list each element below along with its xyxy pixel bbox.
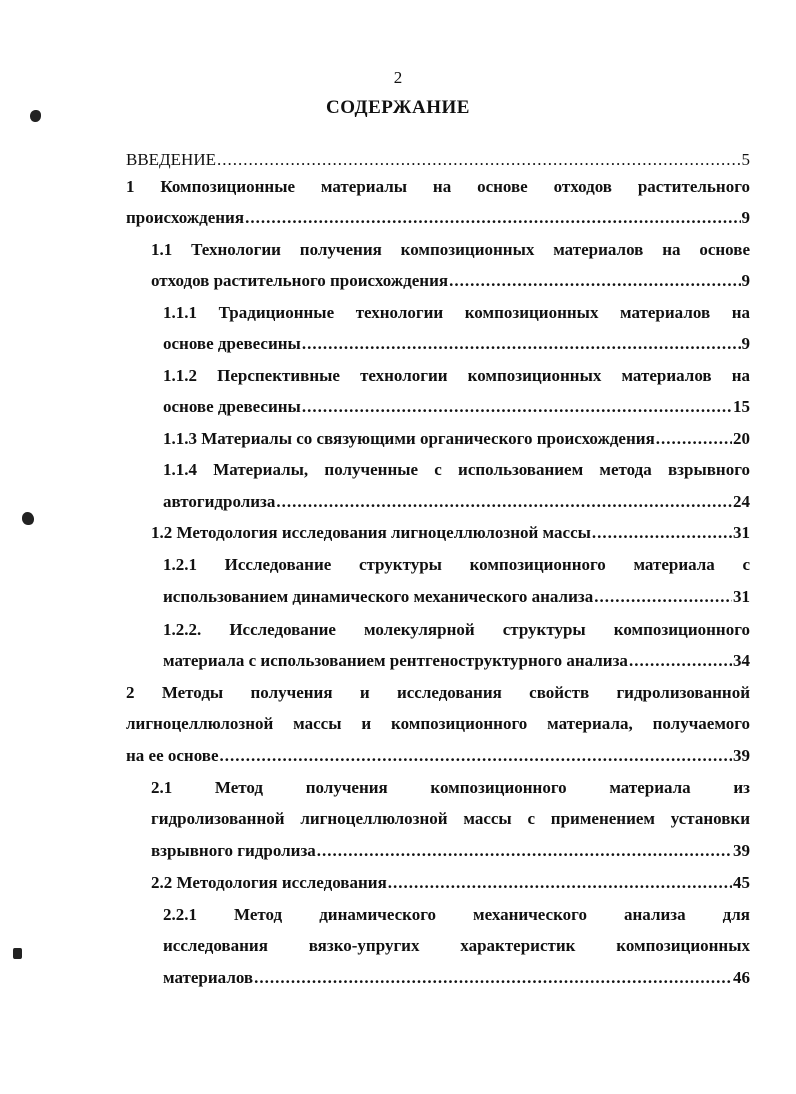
toc-page-number: 9: [741, 208, 750, 227]
toc-entry-s1-1-1-line2[interactable]: [163, 332, 750, 356]
toc-entry-text: 2.2 Методология исследования: [151, 873, 387, 892]
dot-leader: [449, 269, 740, 293]
scan-mark: [22, 512, 34, 525]
toc-entry-text: материала с использованием рентгеноструктурного анализа: [163, 651, 628, 670]
toc-entry-ch2-line3[interactable]: [126, 744, 750, 768]
dot-leader: [388, 871, 732, 895]
toc-entry-ch1-line2[interactable]: [126, 206, 750, 230]
toc-entry-ch2-line1[interactable]: 2 Методы получения и исследования свойств гидролизованной: [126, 683, 750, 702]
toc-entry-s2-1-line3[interactable]: [151, 839, 750, 863]
toc-entry-s1-1-2-line2[interactable]: [163, 395, 750, 419]
dot-leader: [276, 490, 732, 514]
toc-entry-s1-1-4-line1[interactable]: 1.1.4 Материалы, полученные с использованием метода взрывного: [163, 460, 750, 479]
toc-entry-s1-1-line2[interactable]: [151, 269, 750, 293]
toc-entry-text: на ее основе: [126, 746, 219, 765]
toc-entry-s2-1-line1[interactable]: 2.1 Метод получения композиционного материала из: [151, 778, 750, 797]
toc-entry-s2-2[interactable]: [151, 871, 750, 895]
toc-entry-text: автогидролиза: [163, 492, 276, 511]
toc-page-number: 46: [733, 968, 750, 987]
scan-mark: [30, 110, 41, 122]
toc-page-number: 5: [741, 150, 750, 169]
dot-leader: [217, 148, 741, 172]
toc-entry-s1-2-1-line2[interactable]: [163, 585, 750, 609]
toc-entry-text: основе древесины: [163, 397, 301, 416]
toc-page-number: 9: [741, 271, 750, 290]
toc-entry-text: отходов растительного происхождения: [151, 271, 449, 290]
toc-entry-s2-1-line2[interactable]: гидролизованной лигноцеллюлозной массы с применением установки: [151, 809, 750, 828]
toc-entry-text: использованием динамического механического анализа: [163, 587, 594, 606]
toc-entry-text: происхождения: [126, 208, 245, 227]
toc-entry-s1-2-2-line2[interactable]: [163, 649, 750, 673]
toc-entry-s1-1-3[interactable]: [163, 427, 750, 451]
toc-entry-text: материалов: [163, 968, 254, 987]
toc-entry-s1-1-1-line1[interactable]: 1.1.1 Традиционные технологии композиционных материалов на: [163, 303, 750, 322]
toc-entry-s1-1-line1[interactable]: 1.1 Технологии получения композиционных материалов на основе: [151, 240, 750, 259]
dot-leader: [317, 839, 732, 863]
toc-page-number: 9: [741, 334, 750, 353]
dot-leader: [302, 395, 732, 419]
toc-entry-s1-2-2-line1[interactable]: 1.2.2. Исследование молекулярной структуры композиционного: [163, 620, 750, 639]
toc-entry-text: взрывного гидролиза: [151, 841, 316, 860]
toc-page-number: 31: [733, 587, 750, 606]
toc-entry-s2-2-1-line1[interactable]: 2.2.1 Метод динамического механического анализа для: [163, 905, 750, 924]
toc-page-number: 39: [733, 746, 750, 765]
toc-page-number: 45: [733, 873, 750, 892]
dot-leader: [592, 521, 732, 545]
dot-leader: [594, 585, 732, 609]
toc-page-number: 34: [733, 651, 750, 670]
page-title: СОДЕРЖАНИЕ: [326, 97, 470, 118]
dot-leader: [629, 649, 732, 673]
toc-page-number: 39: [733, 841, 750, 860]
dot-leader: [220, 744, 732, 768]
toc-page-number: 20: [733, 429, 750, 448]
toc-page-number: 31: [733, 523, 750, 542]
toc-entry-ch1-line1[interactable]: 1 Композиционные материалы на основе отходов растительного: [126, 177, 750, 196]
page-number: 2: [393, 68, 403, 87]
toc-entry-intro[interactable]: [126, 148, 750, 172]
scan-mark: [13, 948, 22, 959]
dot-leader: [656, 427, 732, 451]
toc-page-number: 24: [733, 492, 750, 511]
dot-leader: [254, 966, 732, 990]
toc-entry-s1-1-4-line2[interactable]: [163, 490, 750, 514]
toc-entry-s1-1-2-line1[interactable]: 1.1.2 Перспективные технологии композиционных материалов на: [163, 366, 750, 385]
toc-entry-text: 1.1.3 Материалы со связующими органического происхождения: [163, 429, 655, 448]
toc-entry-s1-2[interactable]: [151, 521, 750, 545]
toc-entry-text: основе древесины: [163, 334, 301, 353]
toc-entry-s1-2-1-line1[interactable]: 1.2.1 Исследование структуры композиционного материала с: [163, 555, 750, 574]
toc-entry-text: ВВЕДЕНИЕ: [126, 150, 216, 169]
toc-entry-s2-2-1-line3[interactable]: [163, 966, 750, 990]
toc-entry-s2-2-1-line2[interactable]: исследования вязко-упругих характеристик композиционных: [163, 936, 750, 955]
dot-leader: [302, 332, 741, 356]
toc-entry-text: 1.2 Методология исследования лигноцеллюлозной массы: [151, 523, 591, 542]
toc-page-number: 15: [733, 397, 750, 416]
toc-entry-ch2-line2[interactable]: лигноцеллюлозной массы и композиционного материала, получаемого: [126, 714, 750, 733]
dot-leader: [245, 206, 740, 230]
